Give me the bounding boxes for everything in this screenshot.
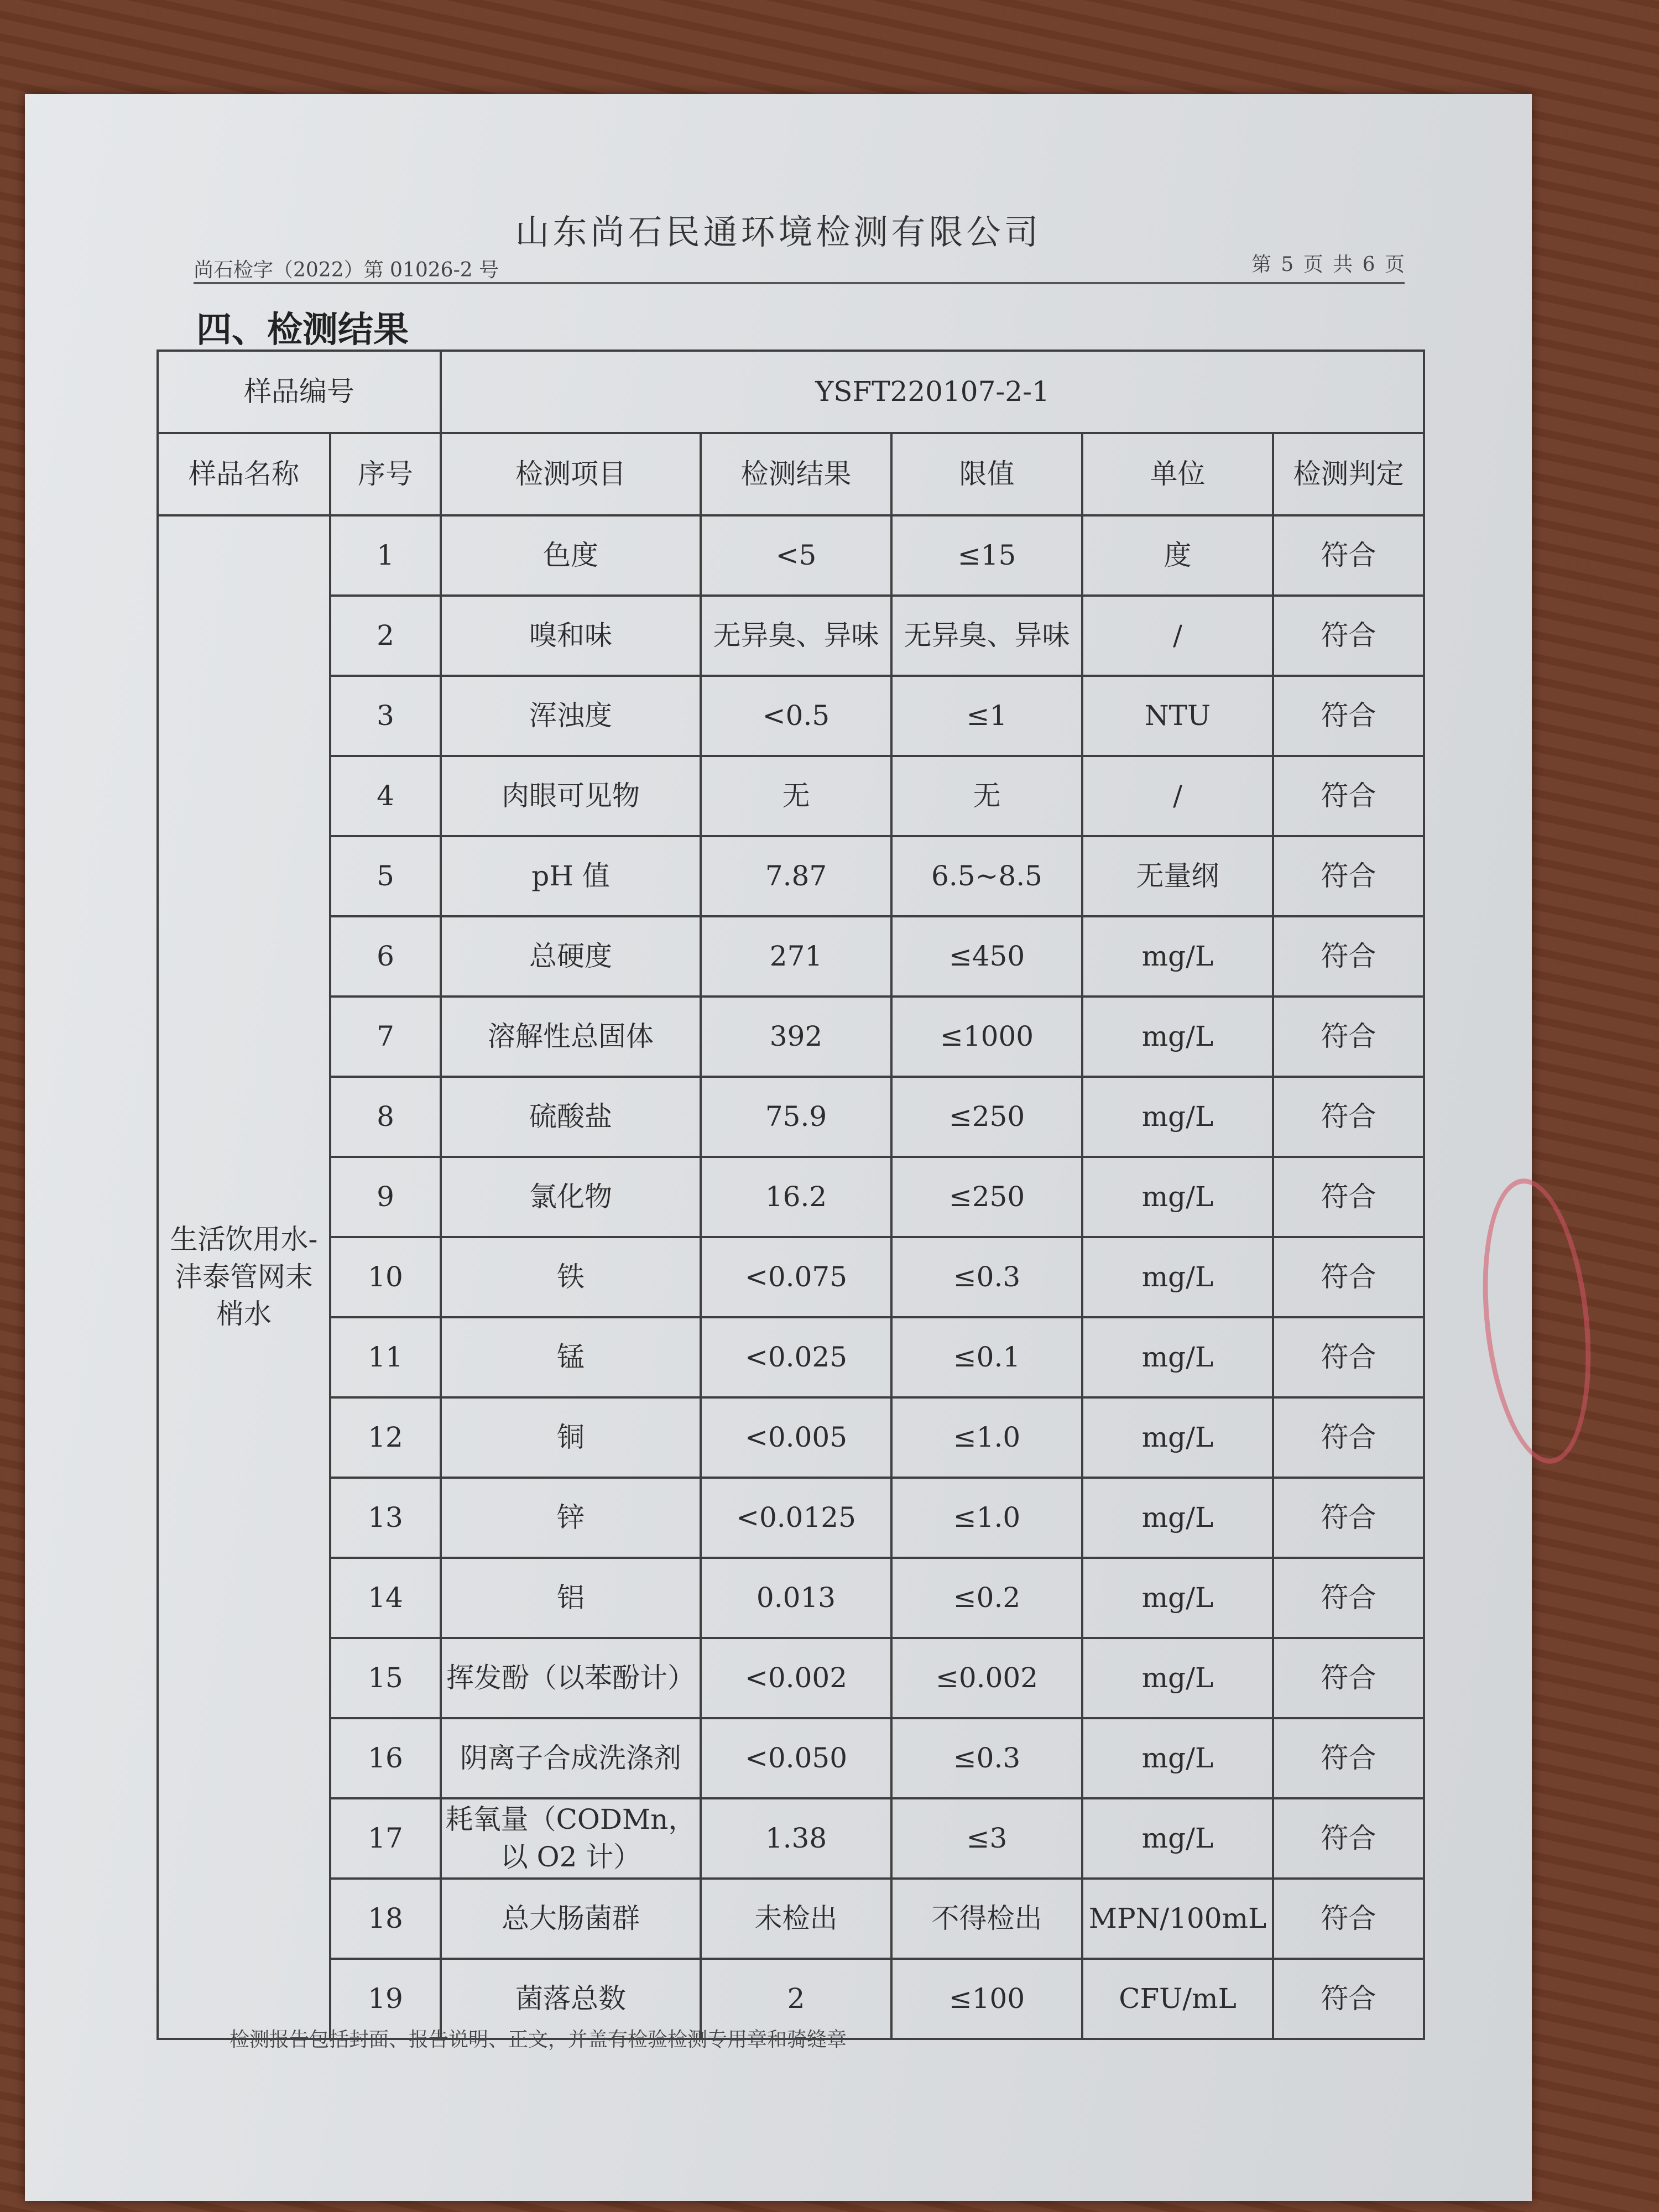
verdict: 符合 (1273, 1718, 1424, 1798)
col-header-unit: 单位 (1082, 433, 1273, 515)
test-result: <0.5 (701, 676, 891, 756)
test-item: 总大肠菌群 (441, 1879, 701, 1959)
col-header-result: 检测结果 (701, 433, 891, 515)
test-item: 色度 (441, 515, 701, 596)
table-row (158, 596, 1424, 676)
test-item: 阴离子合成洗涤剂 (441, 1718, 701, 1798)
unit: NTU (1082, 676, 1273, 756)
limit-value: ≤1.0 (891, 1478, 1082, 1558)
unit: mg/L (1082, 1558, 1273, 1638)
row-number: 8 (330, 1077, 441, 1157)
test-item: 铁 (441, 1237, 701, 1317)
test-item: 浑浊度 (441, 676, 701, 756)
verdict: 符合 (1273, 1558, 1424, 1638)
limit-value: 无异臭、异味 (891, 596, 1082, 676)
limit-value: ≤250 (891, 1077, 1082, 1157)
limit-value: ≤450 (891, 916, 1082, 997)
row-number: 11 (330, 1317, 441, 1397)
table-row (158, 676, 1424, 756)
table-row (158, 836, 1424, 916)
unit: mg/L (1082, 1478, 1273, 1558)
table-row (158, 997, 1424, 1077)
limit-value: ≤15 (891, 515, 1082, 596)
sample-id-label: 样品编号 (158, 351, 441, 433)
verdict: 符合 (1273, 916, 1424, 997)
test-result: <0.075 (701, 1237, 891, 1317)
riding-seal-stamp (1470, 1173, 1603, 1469)
limit-value: ≤1.0 (891, 1397, 1082, 1478)
test-item: 铝 (441, 1558, 701, 1638)
verdict: 符合 (1273, 676, 1424, 756)
report-number: 尚石检字（2022）第 01026-2 号 (194, 259, 499, 281)
table-row (158, 1558, 1424, 1638)
test-result: 无 (701, 756, 891, 836)
unit: mg/L (1082, 1798, 1273, 1879)
test-item: 锰 (441, 1317, 701, 1397)
table-row (158, 1798, 1424, 1879)
test-result: 0.013 (701, 1558, 891, 1638)
row-number: 10 (330, 1237, 441, 1317)
footnote: 检测报告包括封面、报告说明、正文，并盖有检验检测专用章和骑缝章 (229, 2028, 847, 2051)
limit-value: ≤100 (891, 1959, 1082, 2039)
unit: / (1082, 756, 1273, 836)
sample-name: 生活饮用水-沣泰管网末梢水 (158, 515, 330, 2039)
unit: mg/L (1082, 1237, 1273, 1317)
verdict: 符合 (1273, 997, 1424, 1077)
test-item: 硫酸盐 (441, 1077, 701, 1157)
table-row (158, 1718, 1424, 1798)
test-result: 7.87 (701, 836, 891, 916)
unit: mg/L (1082, 1077, 1273, 1157)
test-item: pH 值 (441, 836, 701, 916)
row-number: 5 (330, 836, 441, 916)
unit: mg/L (1082, 1718, 1273, 1798)
test-result: 392 (701, 997, 891, 1077)
limit-value: ≤0.2 (891, 1558, 1082, 1638)
limit-value: ≤0.3 (891, 1718, 1082, 1798)
header-divider (194, 282, 1405, 284)
test-result: 2 (701, 1959, 891, 2039)
page-number: 第 5 页 共 6 页 (1251, 253, 1405, 276)
report-page (25, 94, 1532, 2201)
limit-value: 6.5~8.5 (891, 836, 1082, 916)
test-result: <5 (701, 515, 891, 596)
row-number: 6 (330, 916, 441, 997)
limit-value: ≤1 (891, 676, 1082, 756)
col-header-limit: 限值 (891, 433, 1082, 515)
unit: 度 (1082, 515, 1273, 596)
row-number: 2 (330, 596, 441, 676)
limit-value: 不得检出 (891, 1879, 1082, 1959)
limit-value: ≤0.002 (891, 1638, 1082, 1718)
sample-id-row (158, 351, 1424, 433)
unit: mg/L (1082, 997, 1273, 1077)
test-result: 未检出 (701, 1879, 891, 1959)
row-number: 17 (330, 1798, 441, 1879)
row-number: 7 (330, 997, 441, 1077)
table-row (158, 1077, 1424, 1157)
test-item: 溶解性总固体 (441, 997, 701, 1077)
verdict: 符合 (1273, 596, 1424, 676)
verdict: 符合 (1273, 1959, 1424, 2039)
test-result: 271 (701, 916, 891, 997)
company-name: 山东尚石民通环境检测有限公司 (515, 212, 1042, 252)
test-item: 挥发酚（以苯酚计） (441, 1638, 701, 1718)
verdict: 符合 (1273, 756, 1424, 836)
limit-value: ≤0.1 (891, 1317, 1082, 1397)
verdict: 符合 (1273, 1237, 1424, 1317)
test-result: 1.38 (701, 1798, 891, 1879)
unit: / (1082, 596, 1273, 676)
row-number: 12 (330, 1397, 441, 1478)
test-item: 铜 (441, 1397, 701, 1478)
test-item: 总硬度 (441, 916, 701, 997)
table-row (158, 916, 1424, 997)
row-number: 4 (330, 756, 441, 836)
verdict: 符合 (1273, 1317, 1424, 1397)
verdict: 符合 (1273, 1879, 1424, 1959)
test-item: 肉眼可见物 (441, 756, 701, 836)
verdict: 符合 (1273, 1638, 1424, 1718)
col-header-sample-name: 样品名称 (158, 433, 330, 515)
verdict: 符合 (1273, 1798, 1424, 1879)
test-result: <0.0125 (701, 1478, 891, 1558)
test-item: 氯化物 (441, 1157, 701, 1237)
test-result: <0.002 (701, 1638, 891, 1718)
test-result: <0.025 (701, 1317, 891, 1397)
table-row (158, 1157, 1424, 1237)
col-header-verdict: 检测判定 (1273, 433, 1424, 515)
row-number: 18 (330, 1879, 441, 1959)
unit: mg/L (1082, 1157, 1273, 1237)
sample-id-value: YSFT220107-2-1 (441, 351, 1424, 433)
unit: CFU/mL (1082, 1959, 1273, 2039)
limit-value: ≤1000 (891, 997, 1082, 1077)
test-result: <0.005 (701, 1397, 891, 1478)
verdict: 符合 (1273, 1478, 1424, 1558)
column-header-row (158, 433, 1424, 515)
limit-value: ≤250 (891, 1157, 1082, 1237)
unit: mg/L (1082, 1638, 1273, 1718)
col-header-item: 检测项目 (441, 433, 701, 515)
test-result: 16.2 (701, 1157, 891, 1237)
table-row (158, 1879, 1424, 1959)
limit-value: ≤0.3 (891, 1237, 1082, 1317)
row-number: 14 (330, 1558, 441, 1638)
verdict: 符合 (1273, 1077, 1424, 1157)
unit: mg/L (1082, 1397, 1273, 1478)
unit: MPN/100mL (1082, 1879, 1273, 1959)
test-result: <0.050 (701, 1718, 891, 1798)
section-title: 四、检测结果 (196, 310, 409, 351)
table-row (158, 515, 1424, 596)
table-row (158, 756, 1424, 836)
table-row (158, 1397, 1424, 1478)
results-table (156, 349, 1425, 2040)
test-result: 无异臭、异味 (701, 596, 891, 676)
limit-value: ≤3 (891, 1798, 1082, 1879)
verdict: 符合 (1273, 515, 1424, 596)
verdict: 符合 (1273, 1157, 1424, 1237)
test-item: 耗氧量（CODMn，以 O2 计） (441, 1798, 701, 1879)
limit-value: 无 (891, 756, 1082, 836)
unit: mg/L (1082, 1317, 1273, 1397)
unit: 无量纲 (1082, 836, 1273, 916)
row-number: 19 (330, 1959, 441, 2039)
col-header-no: 序号 (330, 433, 441, 515)
unit: mg/L (1082, 916, 1273, 997)
row-number: 16 (330, 1718, 441, 1798)
row-number: 1 (330, 515, 441, 596)
table-row (158, 1237, 1424, 1317)
test-item: 菌落总数 (441, 1959, 701, 2039)
verdict: 符合 (1273, 836, 1424, 916)
row-number: 9 (330, 1157, 441, 1237)
row-number: 3 (330, 676, 441, 756)
table-row (158, 1638, 1424, 1718)
table-row (158, 1317, 1424, 1397)
test-item: 锌 (441, 1478, 701, 1558)
verdict: 符合 (1273, 1397, 1424, 1478)
test-result: 75.9 (701, 1077, 891, 1157)
row-number: 13 (330, 1478, 441, 1558)
test-item: 嗅和味 (441, 596, 701, 676)
table-row (158, 1478, 1424, 1558)
row-number: 15 (330, 1638, 441, 1718)
